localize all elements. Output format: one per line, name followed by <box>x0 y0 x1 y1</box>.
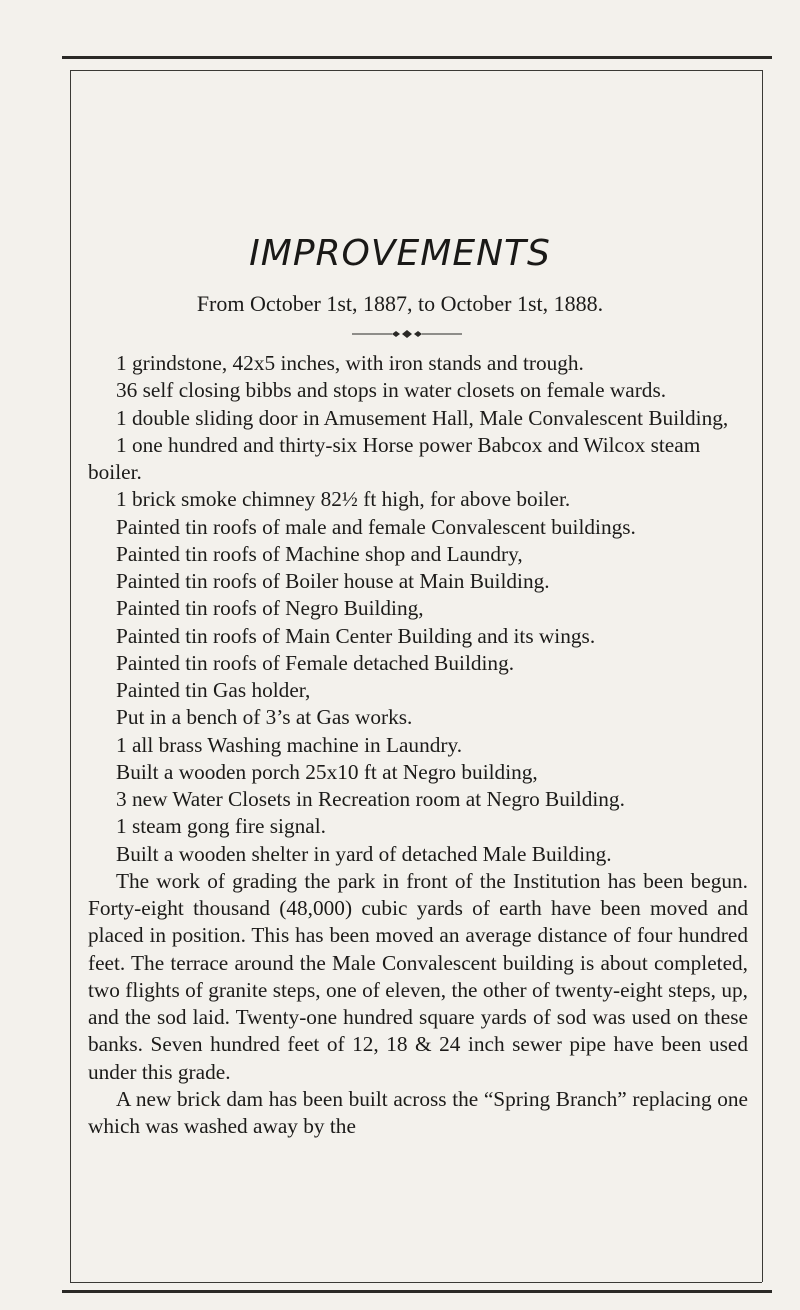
list-item: 1 brick smoke chimney 82½ ft high, for above boiler. <box>116 487 571 512</box>
list-item: Painted tin roofs of male and female Convalescent buildings. <box>116 514 636 539</box>
list-item: 3 new Water Closets in Recreation room at Negro Building. <box>116 787 625 811</box>
list-item: 1 steam gong fire signal. <box>116 814 326 839</box>
page-subtitle: From October 1st, 1887, to October 1st, 1888. <box>196 291 604 316</box>
page-title: IMPROVEMENTS <box>249 233 551 274</box>
list-item: 1 all brass Washing machine in Laundry. <box>116 732 463 757</box>
list-item: Put in a bench of 3’s at Gas works. <box>116 705 413 730</box>
list-item: Painted tin roofs of Main Center Building and its wings. <box>116 623 596 648</box>
list-item: Painted tin roofs of Negro Building, <box>116 596 424 621</box>
top-inner-rule <box>70 70 762 71</box>
divider-ornament-icon <box>352 328 462 340</box>
bottom-border-rule <box>62 1290 772 1293</box>
list-item: 36 self closing bibbs and stops in water closets on female wards. <box>116 378 667 403</box>
list-item: 1 grindstone, 42x5 inches, with iron stands and trough. <box>116 351 584 375</box>
list-item: Painted tin Gas holder, <box>116 678 311 702</box>
list-item: 1 double sliding door in Amusement Hall, Male Convalescent Building, <box>116 405 729 430</box>
list-item: Painted tin roofs of Female detached Building. <box>116 650 515 675</box>
list-item: Painted tin roofs of Machine shop and Laundry, <box>116 541 523 566</box>
body-paragraph: The work of grading the park in front of the Institution has been begun. Forty-eight thousand (48,000) cubic yards of earth have been moved and placed in position. This has been moved an average distance of four hundred feet. The terrace around the Male Convalescent building is about completed, two flights of granite steps, one of eleven, the other of twenty-eight steps, up, and the sod laid. Twenty-one hundred square yards of sod was used on these banks. Seven hundred feet of 12, 18 & 24 inch sewer pipe have been used under this grade. <box>88 868 748 1084</box>
list-item: Built a wooden porch 25x10 ft at Negro building, <box>116 759 538 784</box>
list-item: Built a wooden shelter in yard of detached Male Building. <box>116 841 612 866</box>
bottom-inner-rule <box>70 1282 762 1283</box>
document-body <box>88 350 748 1140</box>
top-border-rule <box>62 56 772 59</box>
list-item: 1 one hundred and thirty-six Horse power Babcox and Wilcox steam boiler. <box>88 432 701 484</box>
body-paragraph: A new brick dam has been built across the “Spring Branch” replacing one which was washed away by the <box>88 1086 748 1138</box>
list-item: Painted tin roofs of Boiler house at Main Building. <box>116 569 550 593</box>
